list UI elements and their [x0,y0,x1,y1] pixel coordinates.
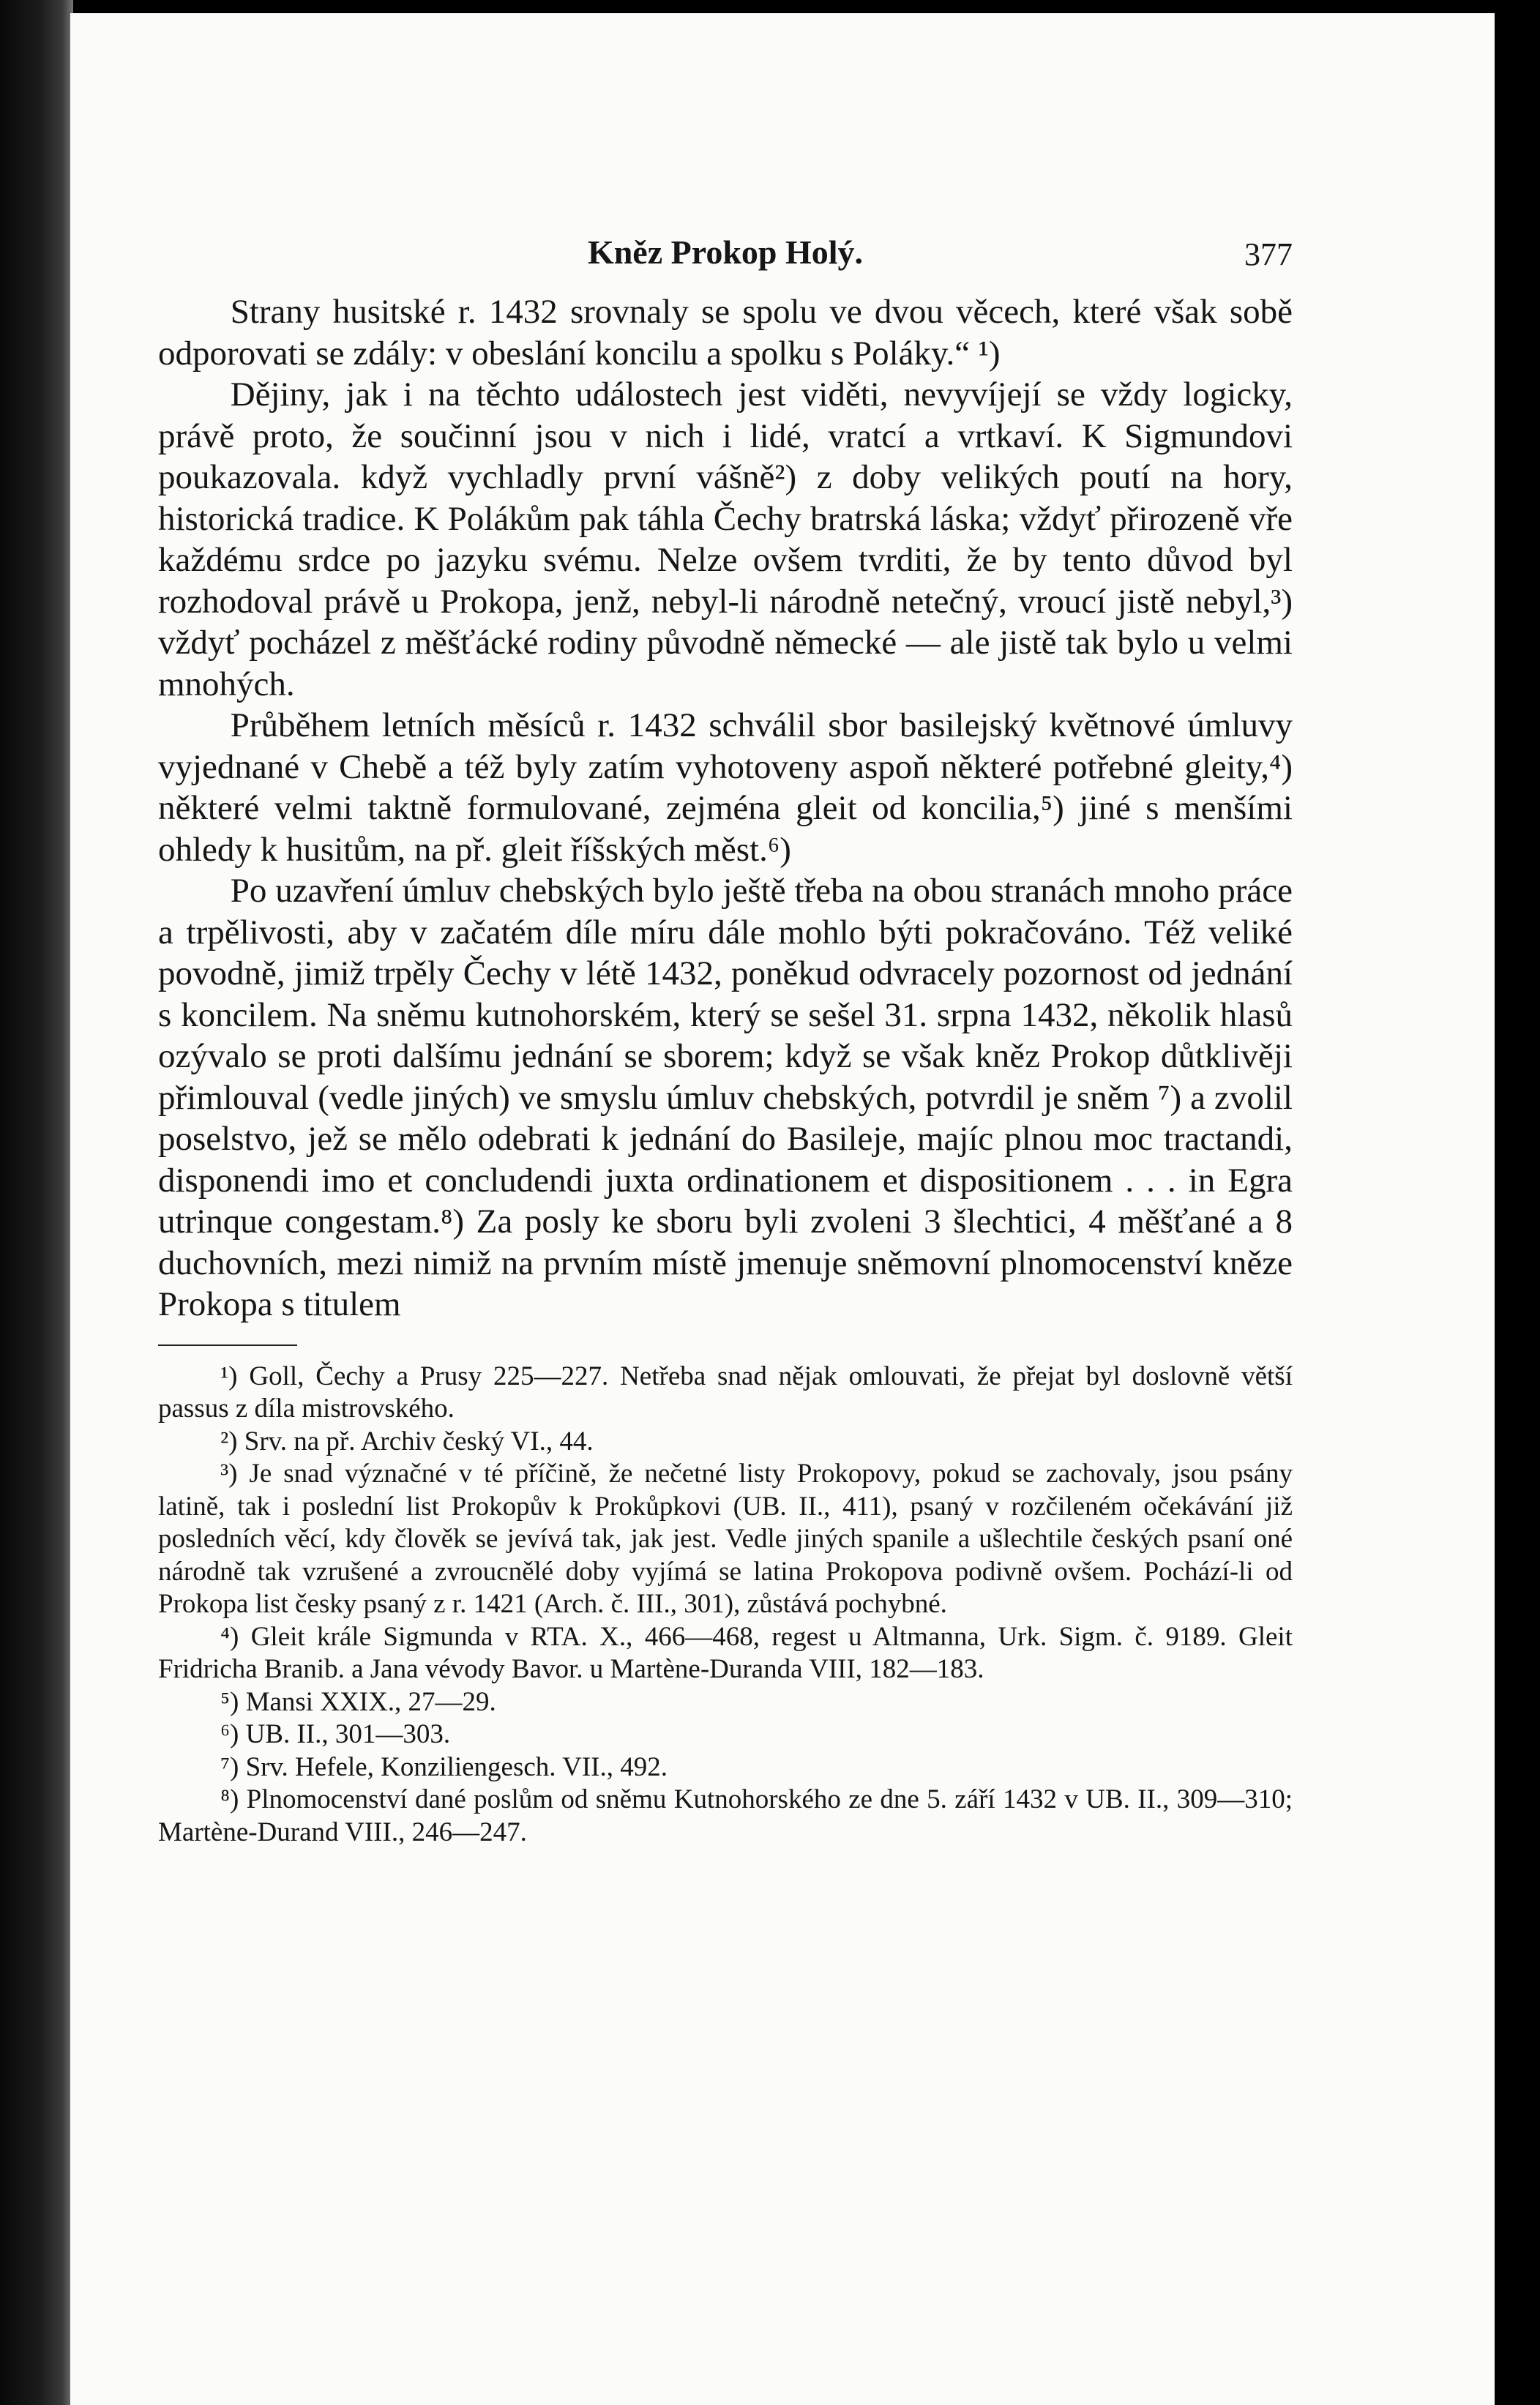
paragraph-4: Po uzavření úmluv chebských bylo ještě třeba na obou stranách mnoho práce a trpělivosti, aby v začatém díle míru dále mohlo býti pokračováno. Též veliké povodně, jimiž trpěly Čechy v létě 1432, poněkud odvracely pozornost od jednání s koncilem. Na sněmu kutnohorském, který se sešel 31. srpna 1432, několik hlasů ozývalo se proti dalšímu jednání se sborem; když se však kněz Prokop důtklivěji přimlouval (vedle jiných) ve smyslu úmluv chebských, potvrdil je sněm ⁷) a zvolil poselstvo, jež se mělo odebrati k jednání do Basileje, majíc plnou moc tractandi, disponendi imo et concludendi juxta ordinationem et dispositionem . . . in Egra utrinque congestam.⁸) Za posly ke sboru byli zvoleni 3 šlechtici, 4 měšťané a 8 duchovních, mezi nimiž na prvním místě jmenuje sněmovní plnomocenství kněze Prokopa s titulem [158,872,1293,1323]
scan-shadow-left [0,0,73,2405]
footnote-6: ⁶) UB. II., 301—303. [220,1719,451,1749]
running-head [158,225,1293,291]
text-block [158,225,1293,1849]
page-number: 377 [1244,236,1293,272]
footnote-5: ⁵) Mansi XXIX., 27—29. [220,1686,496,1717]
running-title: Kněz Prokop Holý. [587,233,864,271]
book-page [70,13,1495,2405]
footnote-8: ⁸) Plnomocenství dané poslům od sněmu Kutnohorského ze dne 5. září 1432 v UB. II., 309—310; Martène-Durand VIII., 246—247. [158,1784,1293,1847]
paragraph-2: Dějiny, jak i na těchto událostech jest viděti, nevyvíjejí se vždy logicky, právě proto, že součinní jsou v nich i lidé, vratcí a vrtkaví. K Sigmundovi poukazovala. když vychladly první vášně²) z doby velikých poutí na hory, historická tradice. K Polákům pak táhla Čechy bratrská láska; vždyť přirozeně vře každému srdce po jazyku svému. Nelze ovšem tvrditi, že by tento důvod byl rozhodoval právě u Prokopa, jenž, nebyl-li národně netečný, vroucí jistě nebyl,³) vždyť pocházel z měšťácké rodiny původně německé — ale jistě tak bylo u velmi mnohých. [158,375,1293,703]
footnote-2: ²) Srv. na př. Archiv český VI., 44. [220,1426,594,1456]
footnote-rule [158,1344,297,1346]
footnote-7: ⁷) Srv. Hefele, Konziliengesch. VII., 492. [220,1751,668,1782]
paragraph-3: Průběhem letních měsíců r. 1432 schválil sbor basilejský květnové úmluvy vyjednané v Chebě a též byly zatím vyhotoveny aspoň některé potřebné gleity,⁴) některé velmi taktně formulované, zejména gleit od koncilia,⁵) jiné s menšími ohledy k husitům, na př. gleit říšských měst.⁶) [158,706,1293,869]
footnote-1: ¹) Goll, Čechy a Prusy 225—227. Netřeba snad nějak omlouvati, že přejat byl doslovně větší passus z díla mistrovského. [158,1361,1293,1424]
footnotes [158,1361,1293,1849]
footnote-4: ⁴) Gleit krále Sigmunda v RTA. X., 466—468, regest u Altmanna, Urk. Sigm. č. 9189. Gleit Fridricha Branib. a Jana vévody Bavor. u Martène-Duranda VIII, 182—183. [158,1621,1293,1684]
paragraph-1: Strany husitské r. 1432 srovnaly se spolu ve dvou věcech, které však sobě odporovati se zdály: v obeslání koncilu a spolku s Poláky.“ ¹) [158,293,1293,373]
footnote-3: ³) Je snad význačné v té příčině, že nečetné listy Prokopovy, pokud se zachovaly, jsou psány latině, tak i poslední list Prokopův k Prokůpkovi (UB. II., 411), psaný v rozčileném očekávání již posledních věcí, kdy člověk se jevívá tak, jak jest. Vedle jiných spanile a ušlechtile českých psaní oné národně tak vzrušené a zvroucnělé doby vyjímá se latina Prokopova podivně ovšem. Pochází-li od Prokopa list česky psaný z r. 1421 (Arch. č. III., 301), zůstává pochybné. [158,1459,1293,1619]
